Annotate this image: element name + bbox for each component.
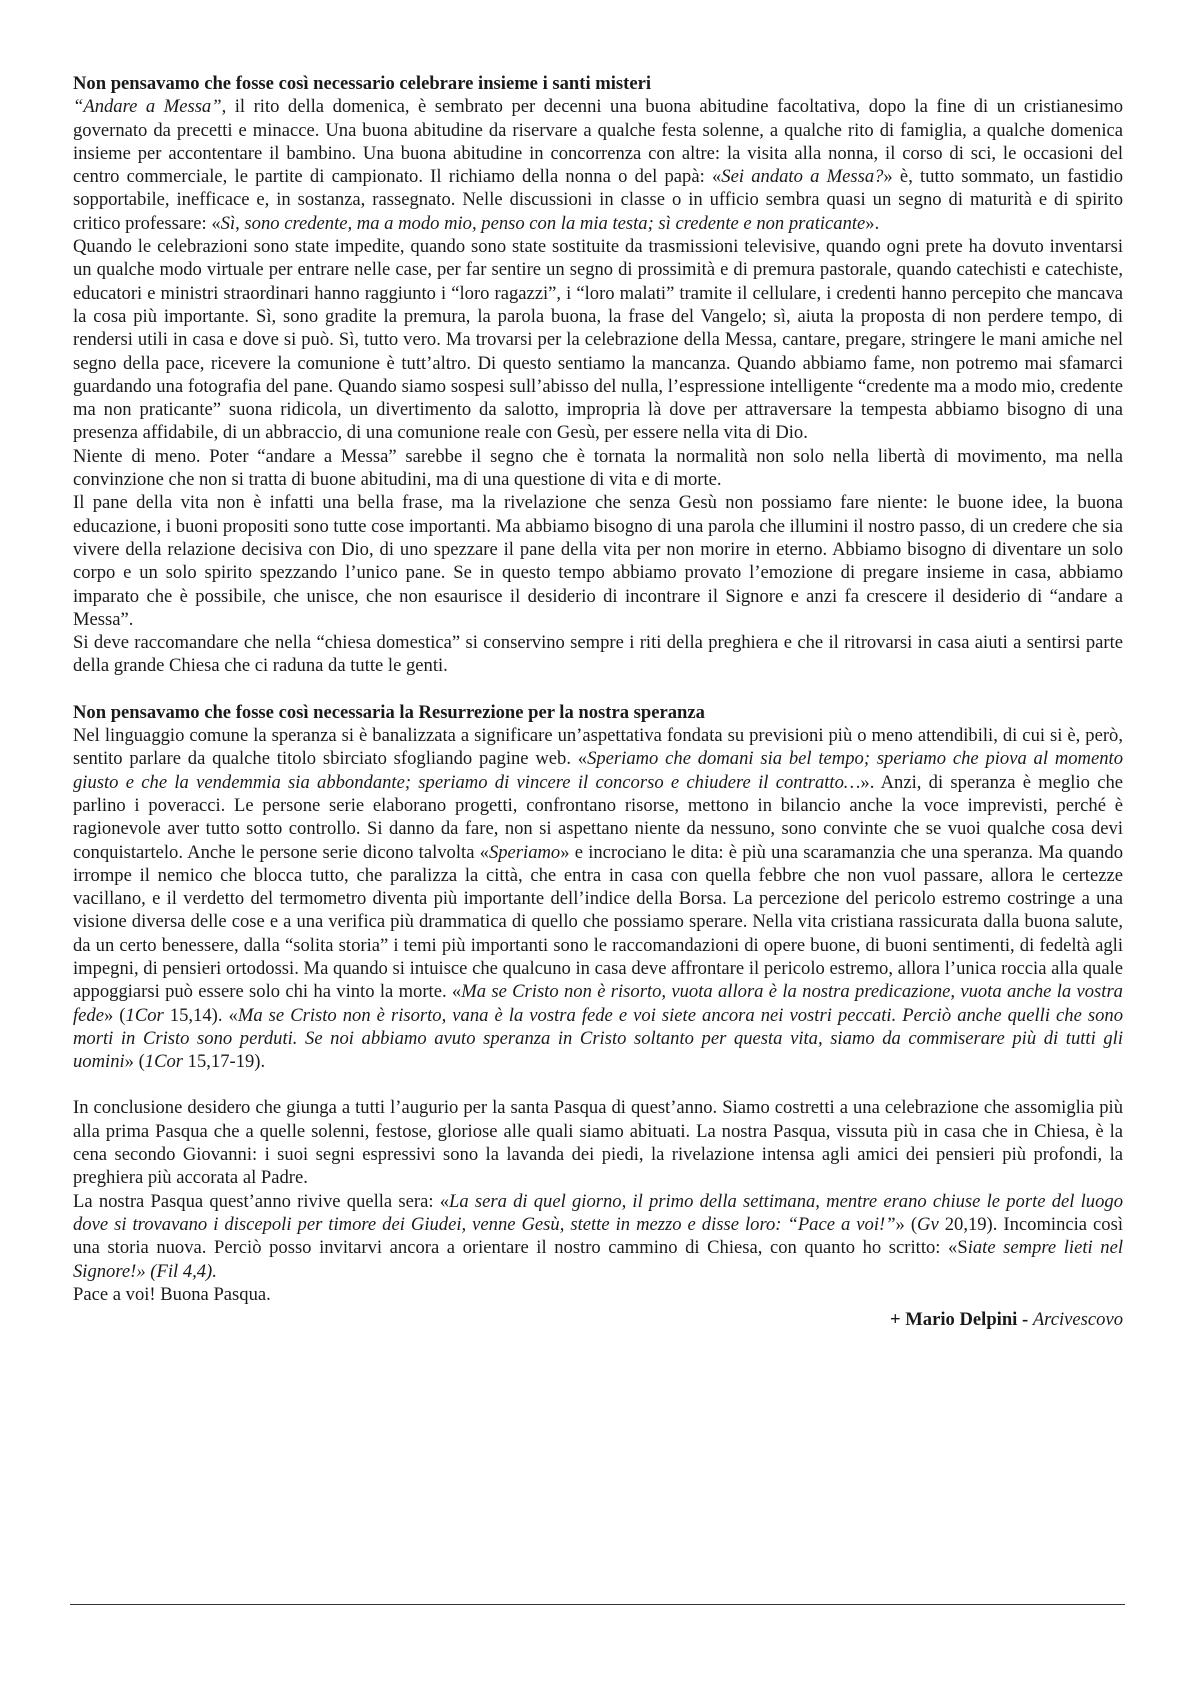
signature-name: + Mario Delpini - <box>890 1309 1033 1331</box>
italic-run: Sei andato a Messa? <box>721 166 884 188</box>
spacer <box>73 1073 1123 1096</box>
italic-run: Ma se Cristo non è risorto, vuota allora è la nostra predicazione, vuota anche la vostra fede <box>73 981 1123 1026</box>
spacer <box>73 678 1123 701</box>
italic-run: Speriamo che domani sia bel tempo; speriamo che piova al momento giusto e che la vendemmia sia abbondante; speriamo di vincere il concorso e chiudere il contratto… <box>73 748 1123 793</box>
section-1-paragraph-1: “Andare a Messa”, il rito della domenica, è sembrato per decenni una buona abitudine facoltativa, dopo la fine di un cristianesimo governato da precetti e minacce. Una buona abitudine da riservare a qualche festa solenne, a qualche rito di famiglia, a qualche domenica insieme per accontentare il bambino. Una buona abitudine in concorrenza con altre: la visita alla nonna, il corso di sci, le occasioni del centro commerciale, le partite di campionato. Il richiamo della nonna o del papà: «Sei andato a Messa?» è, tutto sommato, un fastidio sopportabile, inefficace e, in sostanza, rassegnato. Nelle discussioni in classe o in ufficio sembra quasi un segno di maturità e di spirito critico professare: «Sì, sono credente, ma a modo mio, penso con la mia testa; sì credente e non praticante». <box>73 96 1123 234</box>
signature-role: Arcivescovo <box>1032 1309 1123 1331</box>
section-1-title: Non pensavamo che fosse così necessario celebrare insieme i santi misteri <box>73 73 652 94</box>
section-1-paragraph-2: Quando le celebrazioni sono state impedite, quando sono state sostituite da trasmissioni televisive, quando ogni prete ha dovuto inventarsi un qualche modo virtuale per entrare nelle case, per far sentire un segno di prossimità e di premura pastorale, quando catechisti e catechiste, educatori e ministri straordinari hanno raggiunto i “loro ragazzi”, i “loro malati” tramite il cellulare, i credenti hanno percepito che mancava la cosa più importante. Sì, sono gradite la premura, la parola buona, la frase del Vangelo; sì, aiuta la proposta di non perdere tempo, di rendersi utili in casa e dove si può. Sì, tutto vero. Ma trovarsi per la celebrazione della Messa, cantare, pregare, stringere le mani amiche nel segno della pace, ricevere la comunione è tutt’altro. Di questo sentiamo la mancanza. Quando abbiamo fame, non potremo mai sfamarci guardando una fotografia del pane. Quando siamo sospesi sull’abisso del nulla, l’espressione intelligente “credente ma a modo mio, credente ma non praticante” suona ridicola, un divertimento da salotto, impropria là dove per attraversare la tempesta abbiamo bisogno di una presenza affidabile, di un abbraccio, di una comunione reale con Gesù, per essere nella vita di Dio. <box>73 236 1123 444</box>
section-1-paragraph-4: Il pane della vita non è infatti una bella frase, ma la rivelazione che senza Gesù non possiamo fare niente: le buone idee, la buona educazione, i buoni propositi sono tutte cose importanti. Ma abbiamo bisogno di una parola che illumini il nostro passo, di un credere che sia vivere della relazione decisiva con Dio, di uno spezzare il pane della vita per non morire in eterno. Abbiamo bisogno di diventare un solo corpo e un solo spirito spezzando l’unico pane. Se in questo tempo abbiamo provato l’emozione di pregare insieme in casa, abbiamo imparato che è possibile, che unisce, che non esaurisce il desiderio di incontrare il Signore e anzi fa crescere il desiderio di “andare a Messa”. <box>73 492 1123 630</box>
italic-run: Gv <box>917 1213 939 1235</box>
section-2-title: Non pensavamo che fosse così necessaria la Resurrezione per la nostra speranza <box>73 701 705 723</box>
italic-run: “Andare a Messa” <box>73 96 222 118</box>
conclusion-paragraph-1: In conclusione desidero che giunga a tutti l’augurio per la santa Pasqua di quest’anno. Siamo costretti a una celebrazione che assomiglia più alla prima Pasqua che a quelle solenni, festose, gloriose alle quali siamo abituati. La nostra Pasqua, vissuta più in casa che in Chiesa, è la cena secondo Giovanni: i suoi segni espressivi sono la lavanda dei piedi, la rivelazione intensa agli amici dei pensieri più profondi, la preghiera più accorata al Padre. <box>73 1097 1123 1189</box>
signature <box>73 1308 1123 1331</box>
italic-run: La sera di quel giorno, il primo della settimana, mentre erano chiuse le porte del luogo dove si trovavano i discepoli per timore dei Giudei, venne Gesù, stette in mezzo e disse loro: “Pace a voi!” <box>73 1190 1123 1235</box>
italic-run: Ma se Cristo non è risorto, vana è la vostra fede e voi siete ancora nei vostri peccati. Perciò anche quelli che sono morti in Cristo sono perduti. Se noi abbiamo avuto speranza in Cristo soltanto per questa vita, siamo da commiserare più di tutti gli uomini <box>73 1004 1124 1073</box>
letter-body <box>73 72 1123 1331</box>
section-1-paragraph-3: Niente di meno. Poter “andare a Messa” sarebbe il segno che è tornata la normalità non solo nella libertà di movimento, ma nella convinzione che non si tratta di buone abitudini, ma di una questione di vita e di morte. <box>73 445 1123 491</box>
italic-run: Speriamo <box>488 841 561 863</box>
section-2-paragraph-1: Nel linguaggio comune la speranza si è banalizzata a significare un’aspettativa fondata su previsioni più o meno attendibili, di cui si è, però, sentito parlare da qualche titolo sbirciato sfogliando pagine web. «Speriamo che domani sia bel tempo; speriamo che piova al momento giusto e che la vendemmia sia abbondante; speriamo di vincere il concorso e chiudere il contratto…». Anzi, di speranza è meglio che parlino i poveracci. Le persone serie elaborano progetti, confrontano risorse, mettono in bilancio anche la voce imprevisti, perché è ragionevole aver tutto sotto controllo. Si danno da fare, non si aspettano niente da nessuno, sono convinte che se vuoi qualche cosa devi conquistartelo. Anche le persone serie dicono talvolta «Speriamo» e incrociano le dita: è più una scaramanzia che una speranza. Ma quando irrompe il nemico che blocca tutto, che paralizza la città, che entra in casa con quella febbre che non vuol passare, allora le certezze vacillano, e il verdetto del termometro diventa più importante dell’indice della Borsa. La percezione del pericolo estremo costringe a una visione diversa delle cose e a una verifica più drammatica di quello che possiamo sperare. Nella vita cristiana rassicurata dalla buona salute, da un certo benessere, dalla “solita storia” i temi più importanti sono le raccomandazioni di opere buone, di buoni sentimenti, di fedeltà agli impegni, di pensieri ortodossi. Ma quando si intuisce che qualcuno in casa deve affrontare il pericolo estremo, allora l’unica roccia alla quale appoggiarsi può essere solo chi ha vinto la morte. «Ma se Cristo non è risorto, vuota allora è la nostra predicazione, vuota anche la vostra fede» (1Cor 15,14). «Ma se Cristo non è risorto, vana è la vostra fede e voi siete ancora nei vostri peccati. Perciò anche quelli che sono morti in Cristo sono perduti. Se noi abbiamo avuto speranza in Cristo soltanto per questa vita, siamo da commiserare più di tutti gli uomini» (1Cor 15,17-19). <box>73 725 1124 1073</box>
italic-run: 1Cor <box>125 1004 164 1026</box>
conclusion-paragraph-3: Pace a voi! Buona Pasqua. <box>73 1283 271 1305</box>
italic-run: Sì, sono credente, ma a modo mio, penso con la mia testa; sì credente e non praticante <box>220 212 866 234</box>
italic-run: 1Cor <box>144 1051 184 1073</box>
italic-run: iate sempre lieti nel Signore!» (Fil 4,4). <box>73 1237 1123 1282</box>
conclusion-paragraph-2: La nostra Pasqua quest’anno rivive quella sera: «La sera di quel giorno, il primo della settimana, mentre erano chiuse le porte del luogo dove si trovavano i discepoli per timore dei Giudei, venne Gesù, stette in mezzo e disse loro: “Pace a voi!”» (Gv 20,19). Incomincia così una storia nuova. Perciò posso invitarvi ancora a orientare il nostro cammino di Chiesa, con quanto ho scritto: «Siate sempre lieti nel Signore!» (Fil 4,4). <box>73 1190 1123 1282</box>
footer-divider <box>70 1604 1125 1605</box>
section-1-paragraph-5: Si deve raccomandare che nella “chiesa domestica” si conservino sempre i riti della preghiera e che il ritrovarsi in casa aiuti a sentirsi parte della grande Chiesa che ci raduna da tutte le genti. <box>73 632 1123 677</box>
